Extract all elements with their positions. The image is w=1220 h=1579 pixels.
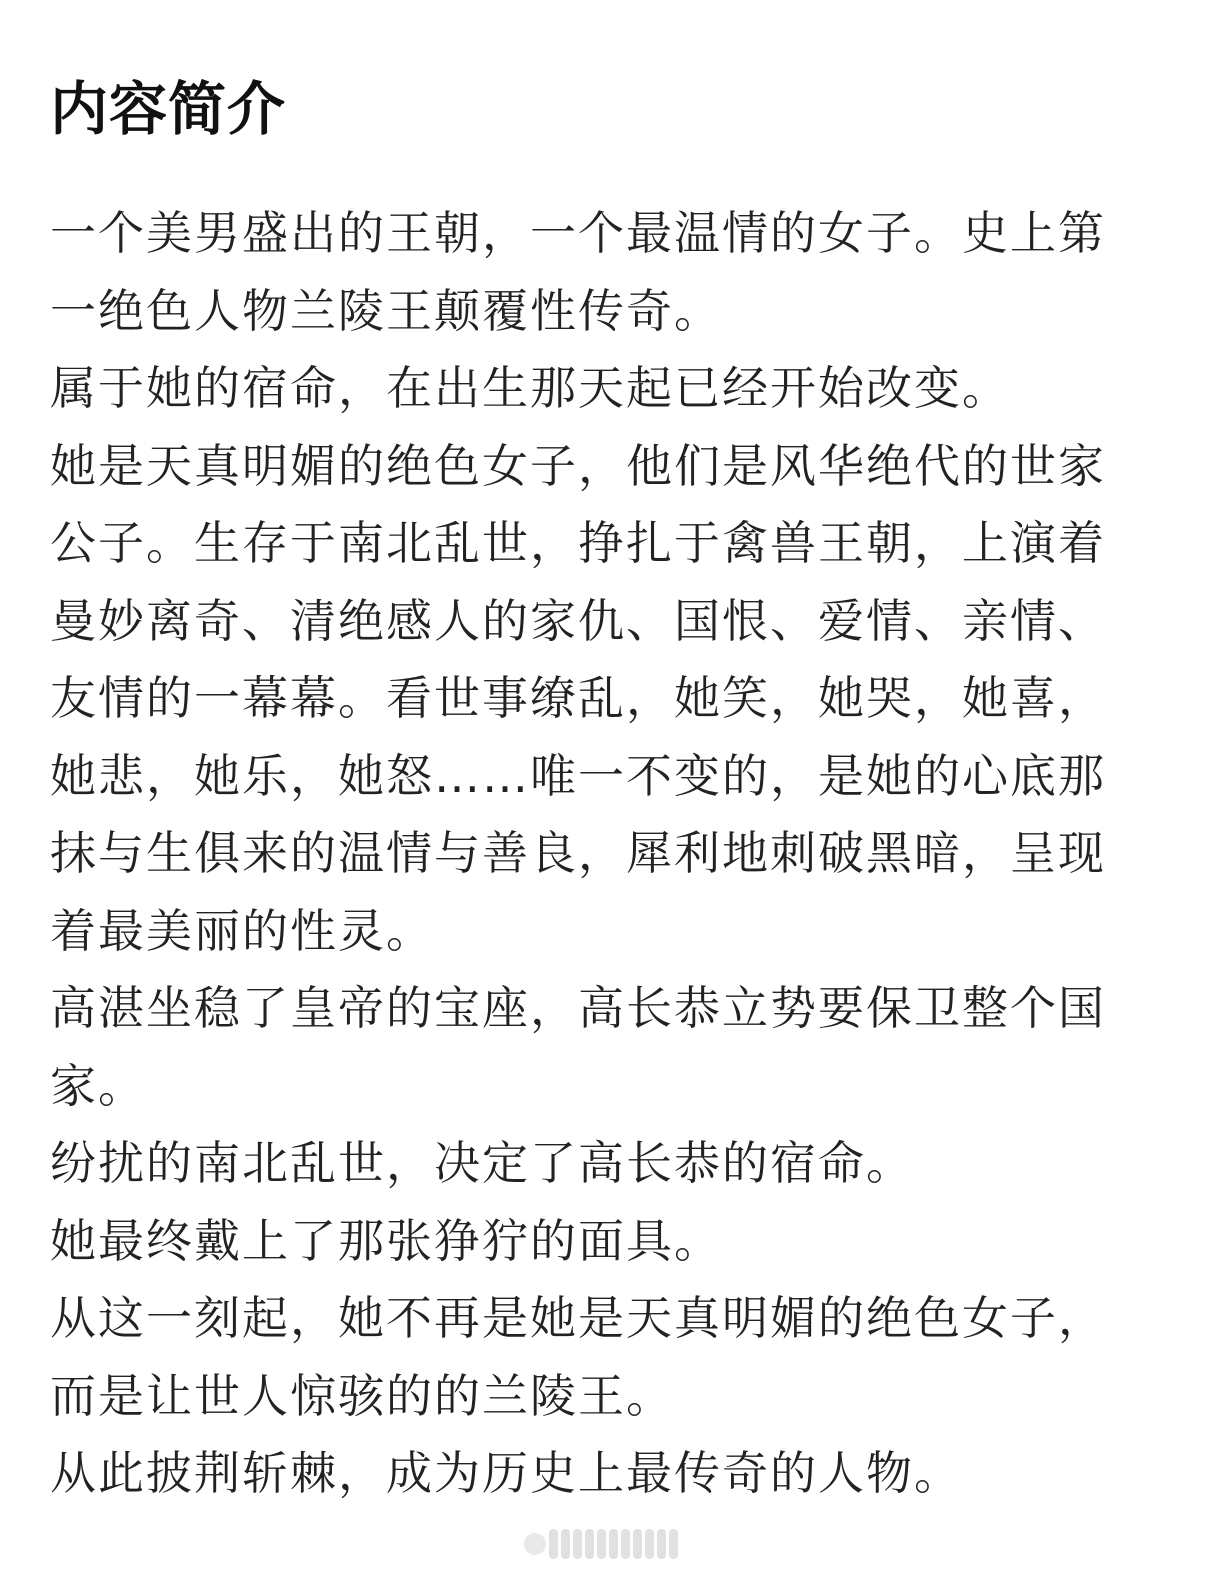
watermark-bar (585, 1529, 594, 1559)
watermark-bar (597, 1529, 606, 1559)
paragraph-8: 从此披荆斩棘，成为历史上最传奇的人物。 (50, 1446, 962, 1500)
paragraph-4: 高湛坐稳了皇帝的宝座，高长恭立势要保卫整个国家。 (50, 981, 1106, 1113)
watermark-bar (633, 1529, 642, 1559)
synopsis-body (50, 195, 1130, 1513)
watermark-bar (573, 1529, 582, 1559)
paragraph-7: 从这一刻起，她不再是她是天真明媚的绝色女子，而是让世人惊骇的的兰陵王。 (50, 1291, 1106, 1423)
paragraph-3: 她是天真明媚的绝色女子，他们是风华绝代的世家公子。生存于南北乱世，挣扎于禽兽王朝，上演着曼妙离奇、清绝感人的家仇、国恨、爱情、亲情、友情的一幕幕。看世事缭乱，她笑，她哭，她喜，她悲，她乐，她怒……唯一不变的，是她的心底那抹与生俱来的温情与善良，犀利地刺破黑暗，呈现着最美丽的性灵。 (50, 438, 1106, 958)
watermark-bar (561, 1529, 570, 1559)
page-title: 内容简介 (50, 75, 287, 143)
watermark-bar (549, 1529, 558, 1559)
watermark-bar (669, 1529, 678, 1559)
paragraph-6: 她最终戴上了那张狰狞的面具。 (50, 1213, 722, 1268)
watermark-icon (524, 1527, 692, 1561)
watermark-bar (657, 1529, 666, 1559)
watermark-bar (609, 1529, 618, 1559)
paragraph-1: 一个美男盛出的王朝，一个最温情的女子。史上第一绝色人物兰陵王颠覆性传奇。 (50, 206, 1106, 338)
paragraph-5: 纷扰的南北乱世，决定了高长恭的宿命。 (50, 1136, 914, 1190)
watermark-dot-icon (524, 1533, 546, 1555)
paragraph-2: 属于她的宿命，在出生那天起已经开始改变。 (50, 361, 1010, 415)
watermark-bar (621, 1529, 630, 1559)
watermark-bar (645, 1529, 654, 1559)
